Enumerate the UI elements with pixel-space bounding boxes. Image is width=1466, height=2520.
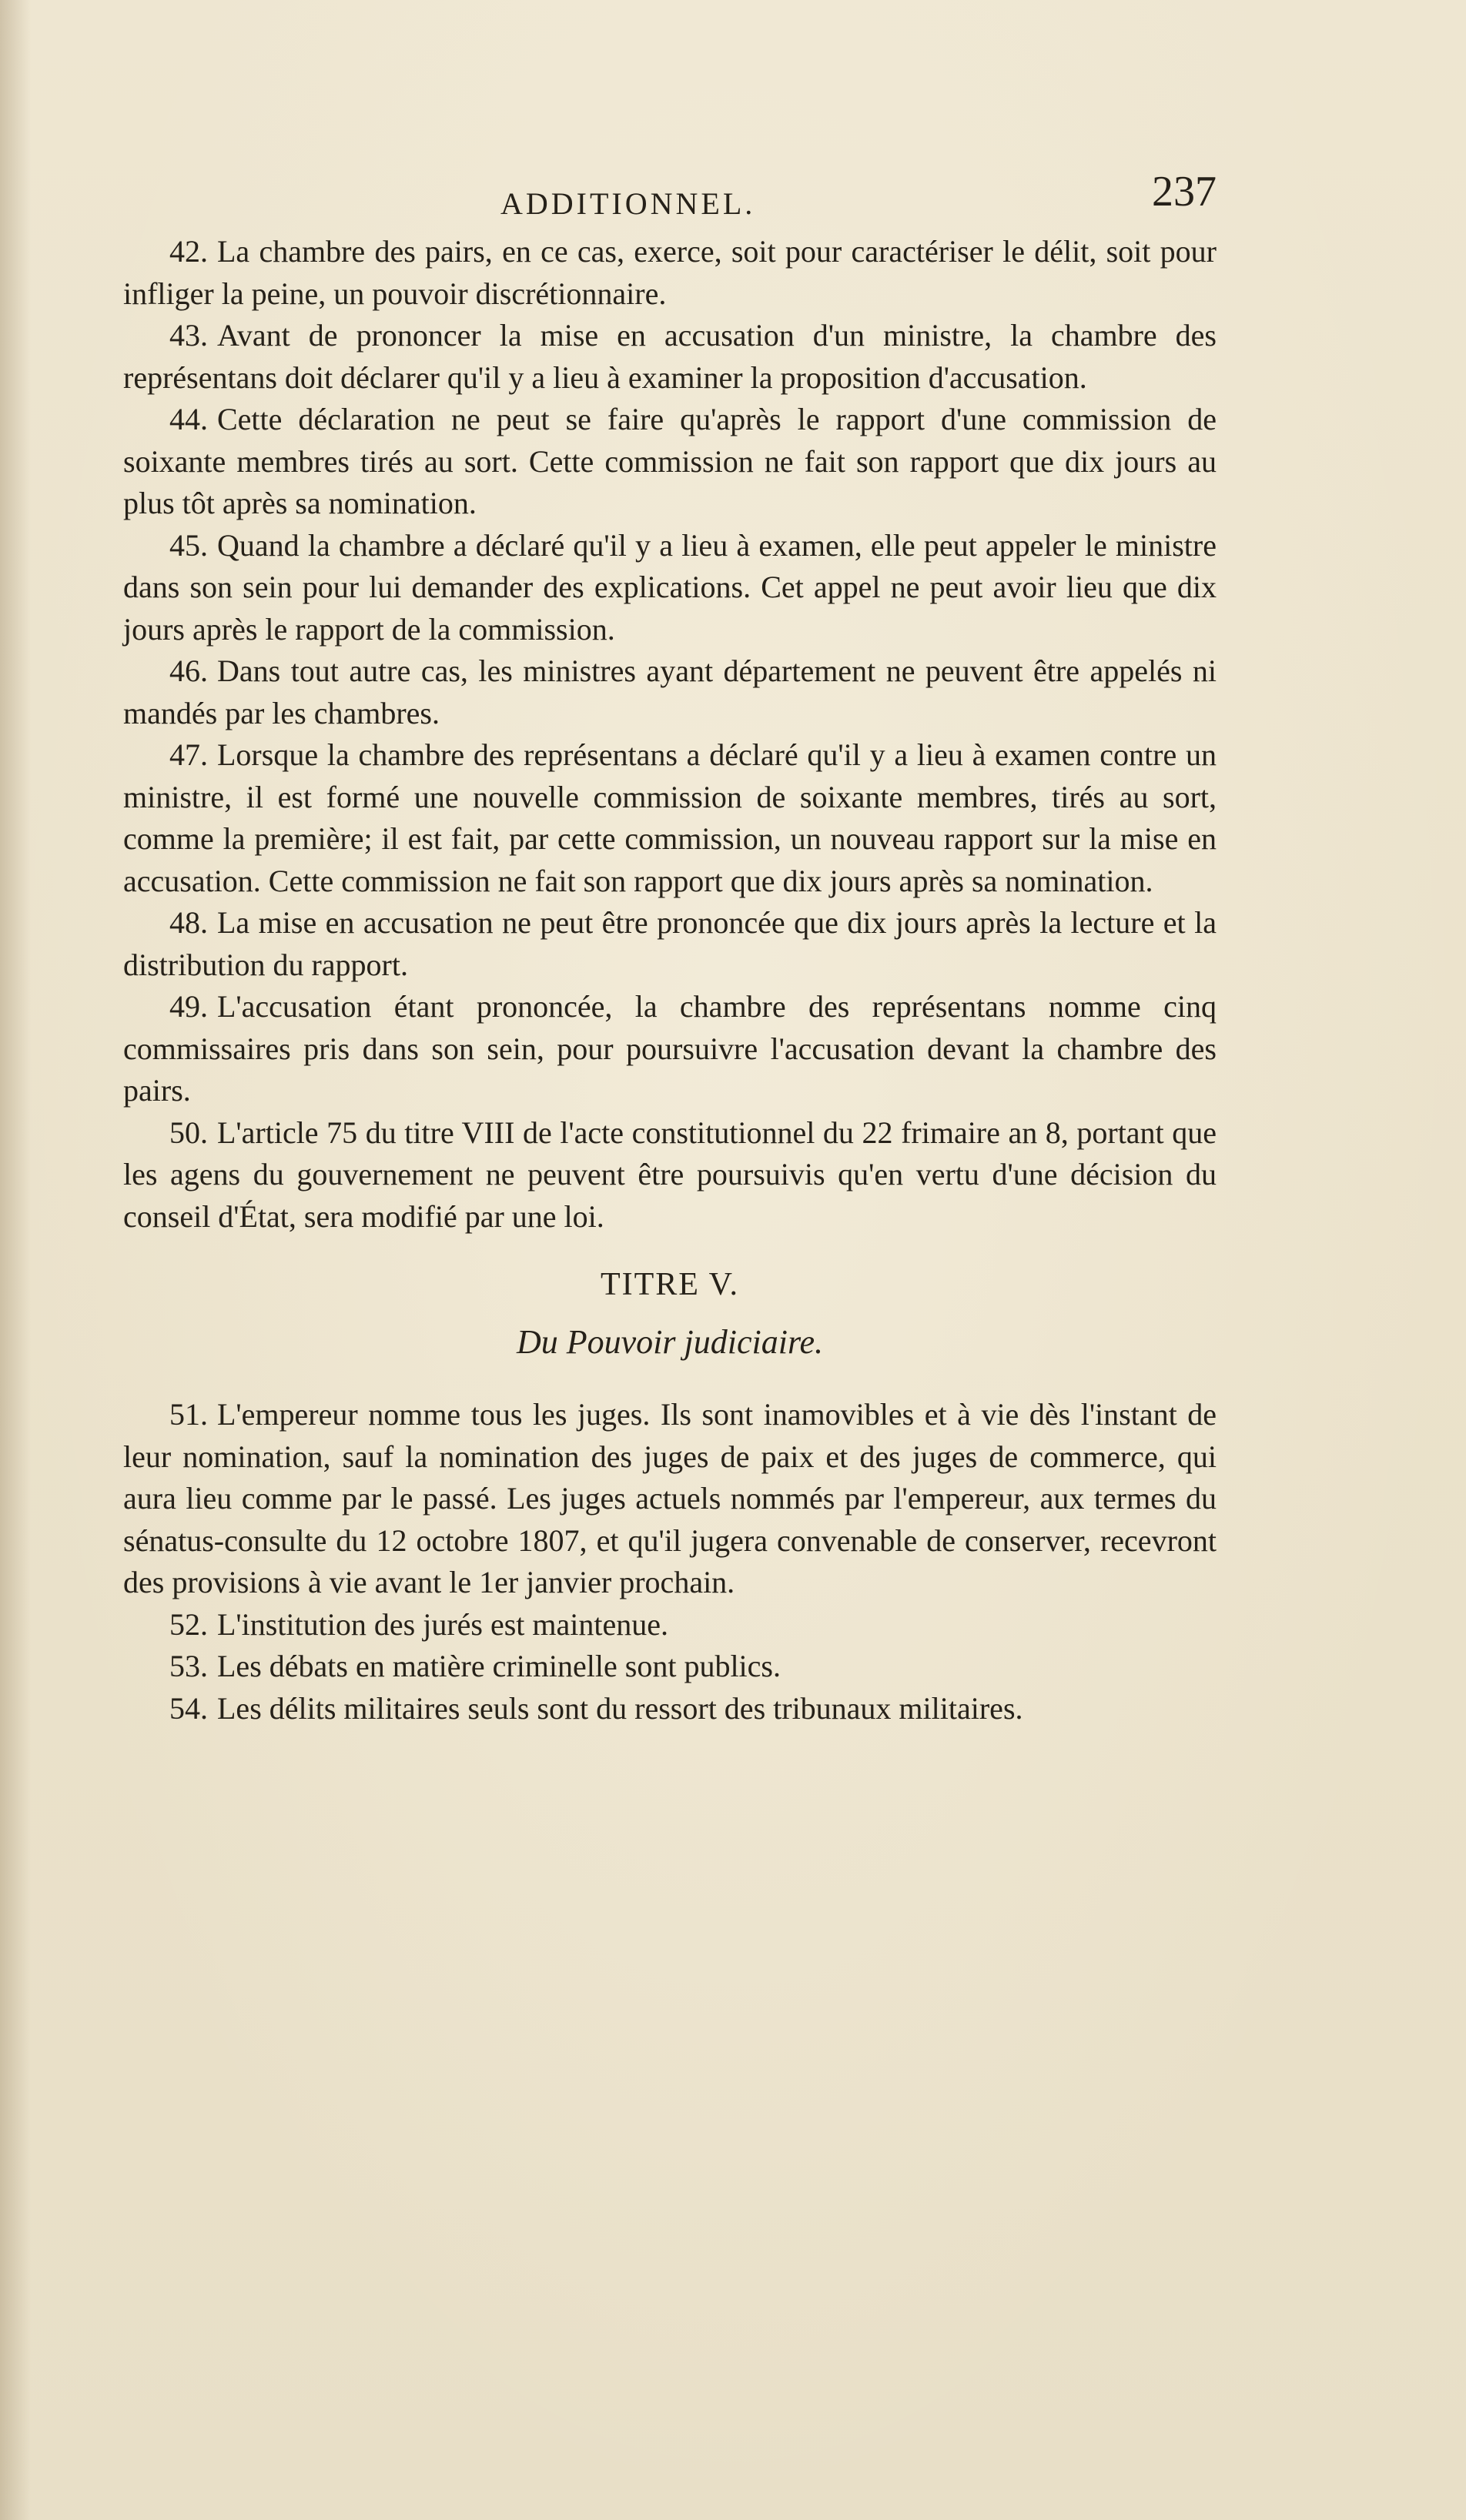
article-paragraph [123, 1646, 1217, 1688]
article-text: L'institution des jurés est maintenue. [217, 1606, 668, 1642]
article-number: 47. [169, 737, 208, 772]
article-paragraph [123, 650, 1217, 734]
article-text: La mise en accusation ne peut être prononcée que dix jours après la lecture et la distribution du rapport. [123, 905, 1217, 982]
article-number: 48. [169, 905, 208, 940]
article-number: 51. [169, 1397, 208, 1432]
articles-after-list [123, 1394, 1217, 1730]
article-paragraph [123, 902, 1217, 986]
page-gutter-shadow [0, 0, 31, 2520]
section-subtitle: Du Pouvoir judiciaire. [517, 1322, 823, 1361]
article-text: Dans tout autre cas, les ministres ayant département ne peuvent être appelés ni mandés par les chambres. [123, 653, 1217, 730]
article-paragraph [123, 399, 1217, 525]
article-text: Quand la chambre a déclaré qu'il y a lieu à examen, elle peut appeler le ministre dans son sein pour lui demander des explications. Cet appel ne peut avoir lieu que dix jours après le rapport de la commission. [123, 527, 1217, 647]
running-head [123, 169, 1217, 231]
article-number: 49. [169, 989, 208, 1024]
article-number: 46. [169, 653, 208, 688]
article-paragraph [123, 734, 1217, 902]
articles-before-list [123, 231, 1217, 1238]
article-paragraph [123, 231, 1217, 315]
article-number: 42. [169, 234, 208, 269]
running-title: ADDITIONNEL. [500, 186, 756, 221]
page-number: 237 [1152, 168, 1217, 216]
article-paragraph [123, 1688, 1217, 1730]
article-paragraph [123, 1394, 1217, 1604]
article-text: Lorsque la chambre des représentans a déclaré qu'il y a lieu à examen contre un ministre, il est formé une nouvelle commission de soixante membres, tirés au sort, comme la première; il est fait, par cette commission, un nouveau rapport sur la mise en accusation. Cette commission ne fait son rapport que dix jours après sa nomination. [123, 737, 1217, 898]
article-text: Cette déclaration ne peut se faire qu'après le rapport d'une commission de soixante membres tirés au sort. Cette commission ne fait son rapport que dix jours au plus tôt après sa nomination. [123, 402, 1217, 520]
article-text: Avant de prononcer la mise en accusation d'un ministre, la chambre des représentans doit déclarer qu'il y a lieu à examiner la proposition d'accusation. [123, 318, 1217, 395]
page-text-block [123, 169, 1217, 1730]
article-number: 52. [169, 1606, 208, 1642]
article-text: Les délits militaires seuls sont du ressort des tribunaux militaires. [217, 1690, 1023, 1726]
article-paragraph [123, 986, 1217, 1112]
article-number: 43. [169, 318, 208, 353]
section-title: TITRE V. [600, 1267, 740, 1302]
article-number: 54. [169, 1690, 208, 1726]
article-paragraph [123, 1604, 1217, 1646]
article-text: La chambre des pairs, en ce cas, exerce, soit pour caractériser le délit, soit pour infliger la peine, un pouvoir discrétionnaire. [123, 234, 1217, 311]
article-number: 50. [169, 1115, 208, 1150]
article-number: 45. [169, 527, 208, 563]
article-text: Les débats en matière criminelle sont publics. [217, 1649, 781, 1683]
article-paragraph [123, 315, 1217, 399]
article-paragraph [123, 1112, 1217, 1238]
article-paragraph [123, 525, 1217, 651]
article-number: 53. [169, 1649, 208, 1683]
article-text: L'article 75 du titre VIII de l'acte constitutionnel du 22 frimaire an 8, portant que les agens du gouvernement ne peuvent être poursuivis qu'en vertu d'une décision du conseil d'État, sera modifié par une loi. [123, 1115, 1217, 1234]
article-number: 44. [169, 402, 208, 436]
article-text: L'accusation étant prononcée, la chambre des représentans nomme cinq commissaires pris dans son sein, pour poursuivre l'accusation devant la chambre des pairs. [123, 989, 1217, 1108]
article-text: L'empereur nomme tous les juges. Ils sont inamovibles et à vie dès l'instant de leur nomination, sauf la nomination des juges de paix et des juges de commerce, qui aura lieu comme par le passé. Les juges actuels nommés par l'empereur, aux termes du sénatus-consulte du 12 octobre 1807, et qu'il jugera convenable de conserver, recevront des provisions à vie avant le 1er janvier prochain. [123, 1397, 1217, 1599]
